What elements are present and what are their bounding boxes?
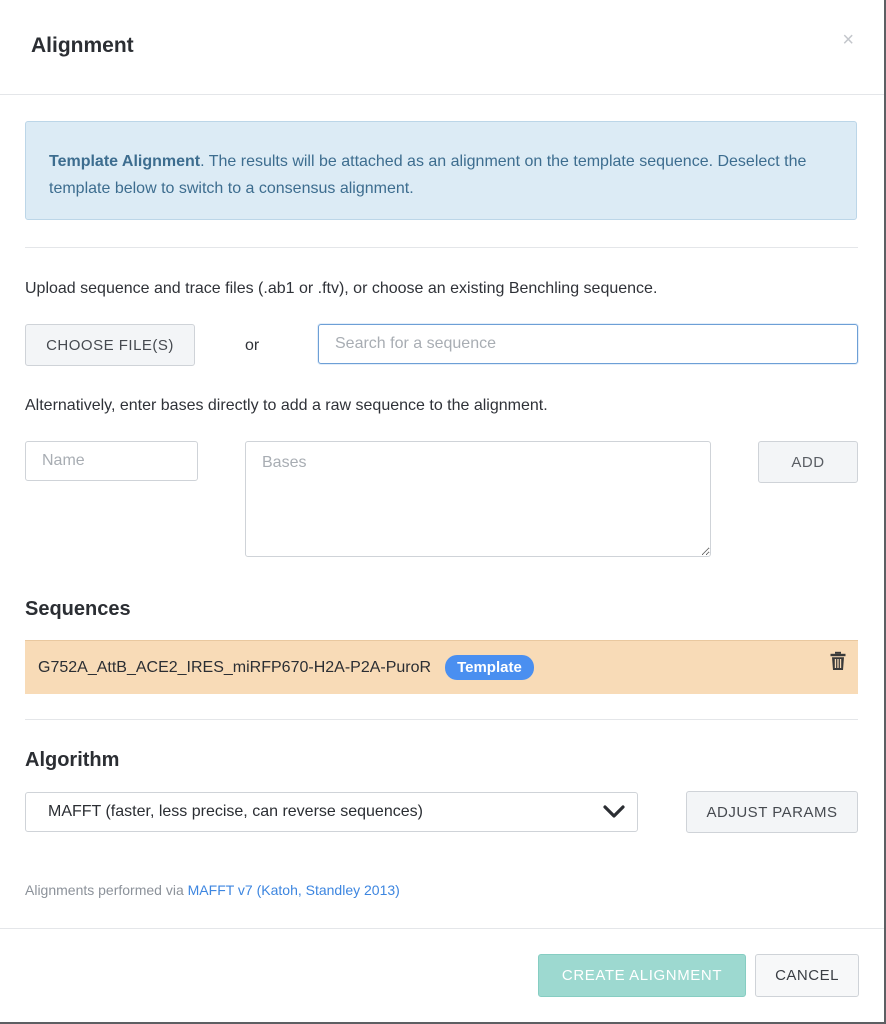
trash-icon[interactable] — [830, 651, 846, 671]
divider — [25, 247, 858, 248]
dialog-header — [0, 0, 884, 95]
dialog-title: Alignment — [31, 34, 134, 57]
algorithm-selected-value: MAFFT (faster, less precise, can reverse sequences) — [48, 803, 423, 820]
cancel-button[interactable]: CANCEL — [755, 954, 859, 997]
sequence-search-input[interactable] — [318, 324, 858, 364]
upload-instructions: Upload sequence and trace files (.ab1 or .ftv), or choose an existing Benchling sequence. — [25, 280, 658, 297]
sequences-heading: Sequences — [25, 598, 131, 620]
or-label: or — [245, 337, 260, 354]
choose-files-button[interactable]: CHOOSE FILE(S) — [25, 324, 195, 366]
template-badge[interactable]: Template — [445, 655, 534, 680]
name-field[interactable] — [25, 441, 198, 481]
create-alignment-button[interactable]: CREATE ALIGNMENT — [538, 954, 746, 997]
algorithm-select[interactable] — [25, 792, 638, 832]
divider — [25, 719, 858, 720]
mafft-citation-link[interactable]: MAFFT v7 (Katoh, Standley 2013) — [187, 882, 400, 898]
info-banner-text: . The results will be attached as an alignment on the template sequence. Deselect the template below to switch to a consensus alignment. — [49, 153, 807, 197]
algorithm-note-prefix: Alignments performed via — [25, 882, 188, 898]
algorithm-note — [25, 882, 400, 898]
sequence-name: G752A_AttB_ACE2_IRES_miRFP670-H2A-P2A-PuroR — [38, 658, 432, 676]
algorithm-heading: Algorithm — [25, 749, 120, 771]
close-icon[interactable]: × — [842, 29, 854, 51]
add-button[interactable]: ADD — [758, 441, 858, 483]
footer-divider — [0, 928, 884, 929]
info-banner-title: Template Alignment — [49, 153, 201, 170]
info-banner — [25, 121, 857, 220]
sequence-row[interactable] — [25, 640, 858, 694]
bases-textarea[interactable] — [245, 441, 711, 557]
raw-instructions: Alternatively, enter bases directly to add a raw sequence to the alignment. — [25, 397, 548, 414]
adjust-params-button[interactable]: ADJUST PARAMS — [686, 791, 858, 833]
chevron-down-icon — [603, 805, 625, 819]
